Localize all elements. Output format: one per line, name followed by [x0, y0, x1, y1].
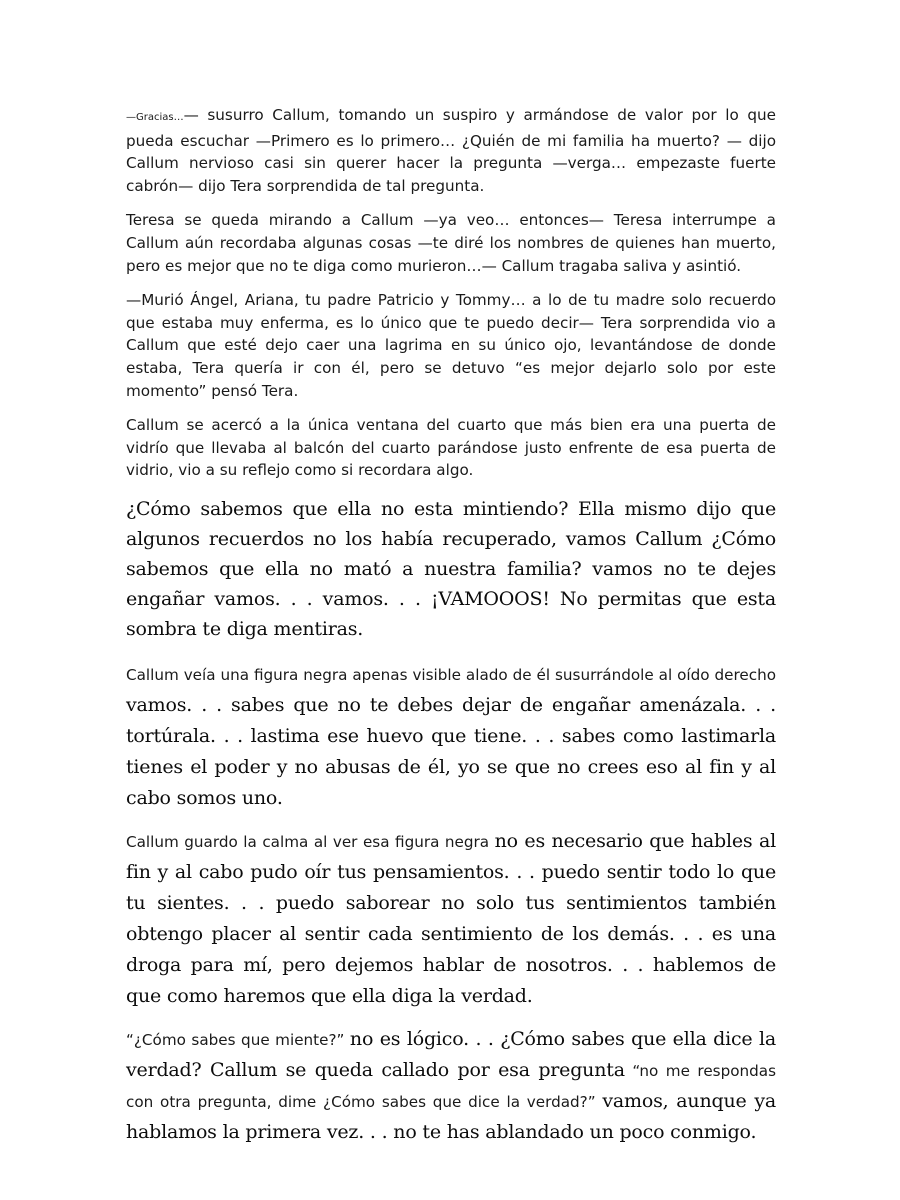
document-page [126, 104, 776, 1160]
paragraph-7-shadow-voice: no es necesario que hables al fin y al cabo pudo oír tus pensamientos. . . puedo sentir todo lo que tu sientes. . . puedo saborear no solo tus sentimientos también obtengo placer al sentir cada sentimiento de los demás. . . es una droga para mí, pero dejemos hablar de nosotros. . . hablemos de que como haremos que ella diga la verdad. [126, 829, 776, 1007]
paragraph-8-shadow-voice-2: vamos, aunque ya hablamos la primera vez. . . no te has ablandado un poco conmigo. [126, 1089, 776, 1143]
paragraph-6-narration: Callum veía una figura negra apenas visible alado de él susurrándole al oído derecho [126, 665, 776, 684]
paragraph-8-shadow-voice-1: no es lógico. . . ¿Cómo sabes que ella dice la verdad? Callum se queda callado por esa pregunta [126, 1027, 776, 1081]
paragraph-3: —Murió Ángel, Ariana, tu padre Patricio y Tommy… a lo de tu madre solo recuerdo que estaba muy enferma, es lo único que te puedo decir— Tera sorprendida vio a Callum que esté dejo caer una lagrima en su único ojo, levantándose de donde estaba, Tera quería ir con él, pero se detuvo “es mejor dejarlo solo por este momento” pensó Tera. [126, 291, 776, 400]
paragraph-8-quote-2: “no me respondas con otra pregunta, dime ¿Cómo sabes que dice la verdad?” [126, 1061, 777, 1111]
paragraph-1 [126, 104, 776, 197]
paragraph-1-opening: —Gracias… [126, 112, 184, 123]
paragraph-5-shadow-voice: ¿Cómo sabemos que ella no esta mintiendo? Ella mismo dijo que algunos recuerdos no los había recuperado, vamos Callum ¿Cómo sabemos que ella no mató a nuestra familia? vamos no te dejes engañar vamos. . . vamos. . . ¡VAMOOOS! No permitas que esta sombra te diga mentiras. [126, 497, 776, 640]
paragraph-6 [126, 660, 776, 814]
paragraph-2: Teresa se queda mirando a Callum —ya veo… entonces— Teresa interrumpe a Callum aún recordaba algunas cosas —te diré los nombres de quienes han muerto, pero es mejor que no te diga como murieron…— Callum tragaba saliva y asintió. [126, 211, 776, 275]
paragraph-8 [126, 1024, 776, 1148]
paragraph-1-body: — susurro Callum, tomando un suspiro y armándose de valor por lo que pueda escuchar —Primero es lo primero… ¿Quién de mi familia ha muerto? — dijo Callum nervioso casi sin querer hacer la pregunta —verga… empezaste fuerte cabrón— dijo Tera sorprendida de tal pregunta. [126, 106, 776, 195]
paragraph-4: Callum se acercó a la única ventana del cuarto que más bien era una puerta de vidrío que llevaba al balcón del cuarto parándose justo enfrente de esa puerta de vidrio, vio a su reflejo como si recordara algo. [126, 416, 776, 480]
paragraph-8-quote-1: “¿Cómo sabes que miente?” [126, 1030, 345, 1049]
paragraph-6-shadow-voice: vamos. . . sabes que no te debes dejar de engañar amenázala. . . tortúrala. . . lastima ese huevo que tiene. . . sabes como lastimarla tienes el poder y no abusas de él, yo se que no crees eso al fin y al cabo somos uno. [126, 693, 776, 809]
paragraph-7-narration: Callum guardo la calma al ver esa figura negra [126, 832, 490, 851]
paragraph-7 [126, 826, 776, 1012]
